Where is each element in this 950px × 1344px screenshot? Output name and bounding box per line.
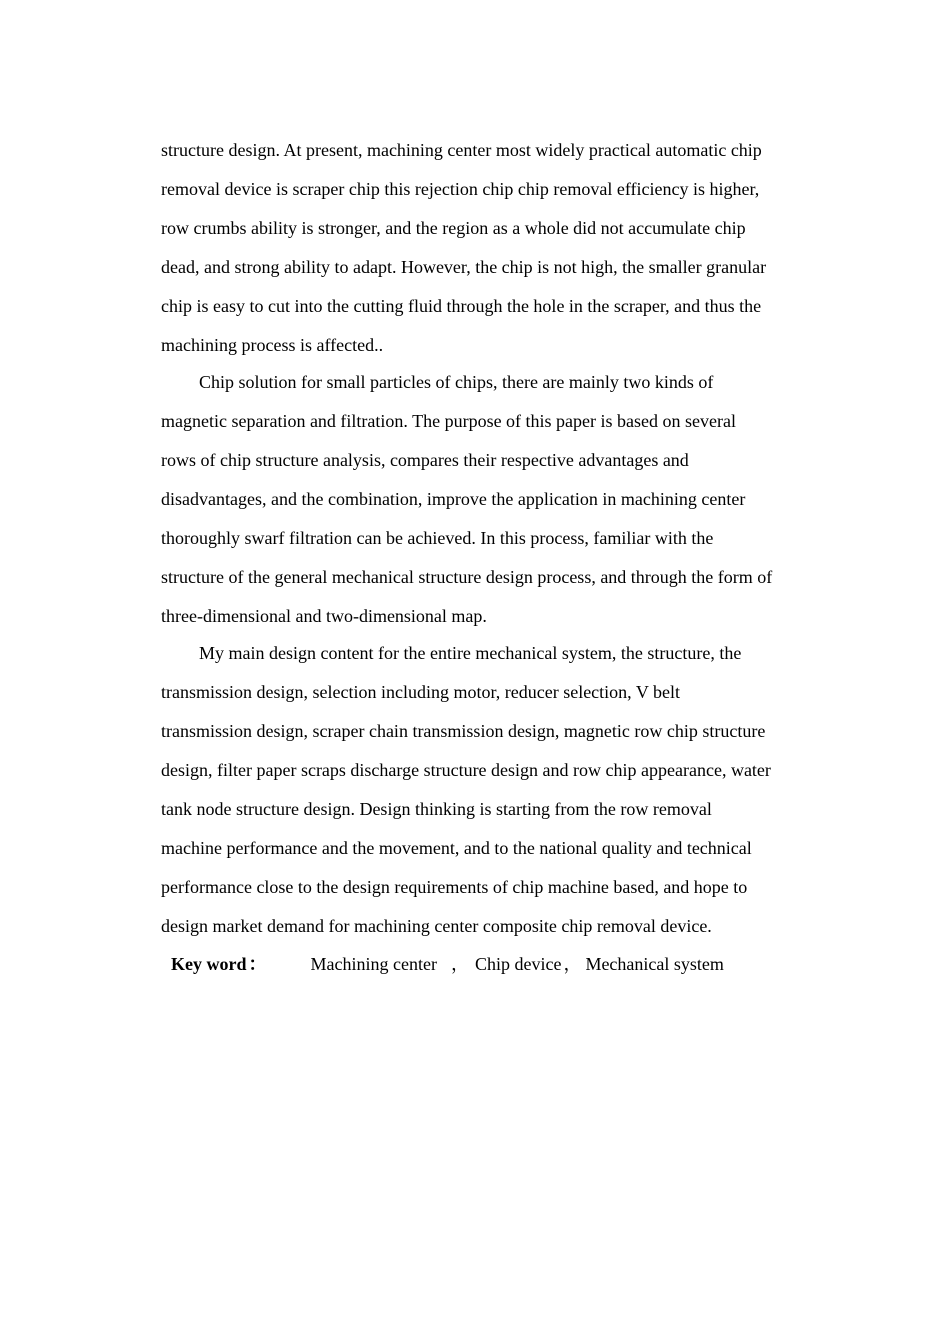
paragraph-line: three-dimensional and two-dimensional map.	[161, 606, 487, 626]
paragraph-line: design market demand for machining center composite chip removal device.	[161, 916, 712, 936]
paragraph-line: thoroughly swarf filtration can be achieved. In this process, familiar with the	[161, 528, 714, 548]
abstract-body	[161, 131, 816, 946]
paragraph-line: machining process is affected..	[161, 335, 384, 355]
paragraph-line: disadvantages, and the combination, improve the application in machining center	[161, 489, 746, 509]
keywords-colon: ：	[248, 954, 267, 974]
paragraph-line: structure of the general mechanical structure design process, and through the form of	[161, 567, 773, 587]
paragraph-line: machine performance and the movement, and to the national quality and technical	[161, 838, 752, 858]
paragraph-line: My main design content for the entire mechanical system, the structure, the	[199, 643, 742, 663]
paragraph-line: row crumbs ability is stronger, and the region as a whole did not accumulate chip	[161, 218, 746, 238]
paragraph-2	[161, 363, 816, 636]
paragraph-line: removal device is scraper chip this rejection chip chip removal efficiency is higher,	[161, 179, 760, 199]
keyword-separator: ，	[450, 954, 469, 974]
keyword-separator: ，	[563, 954, 582, 974]
keywords-line	[171, 950, 724, 978]
paragraph-line: Chip solution for small particles of chips, there are mainly two kinds of	[199, 372, 714, 392]
keyword-item: Chip device	[474, 954, 562, 974]
paragraph-line: transmission design, selection including motor, reducer selection, V belt	[161, 682, 681, 702]
paragraph-line: performance close to the design requirements of chip machine based, and hope to	[161, 877, 748, 897]
paragraph-3	[161, 634, 816, 946]
paragraph-line: tank node structure design. Design thinking is starting from the row removal	[161, 799, 712, 819]
keywords-label: Key word	[171, 954, 247, 974]
paragraph-line: dead, and strong ability to adapt. However, the chip is not high, the smaller granular	[161, 257, 767, 277]
paragraph-line: magnetic separation and filtration. The purpose of this paper is based on several	[161, 411, 736, 431]
keyword-item: Machining center	[310, 954, 437, 974]
keyword-item: Mechanical system	[585, 954, 724, 974]
paragraph-1	[161, 131, 816, 365]
paragraph-line: transmission design, scraper chain transmission design, magnetic row chip structure	[161, 721, 766, 741]
paragraph-line: design, filter paper scraps discharge structure design and row chip appearance, water	[161, 760, 771, 780]
paragraph-line: structure design. At present, machining center most widely practical automatic chip	[161, 140, 762, 160]
paragraph-line: chip is easy to cut into the cutting fluid through the hole in the scraper, and thus the	[161, 296, 762, 316]
paragraph-line: rows of chip structure analysis, compares their respective advantages and	[161, 450, 689, 470]
